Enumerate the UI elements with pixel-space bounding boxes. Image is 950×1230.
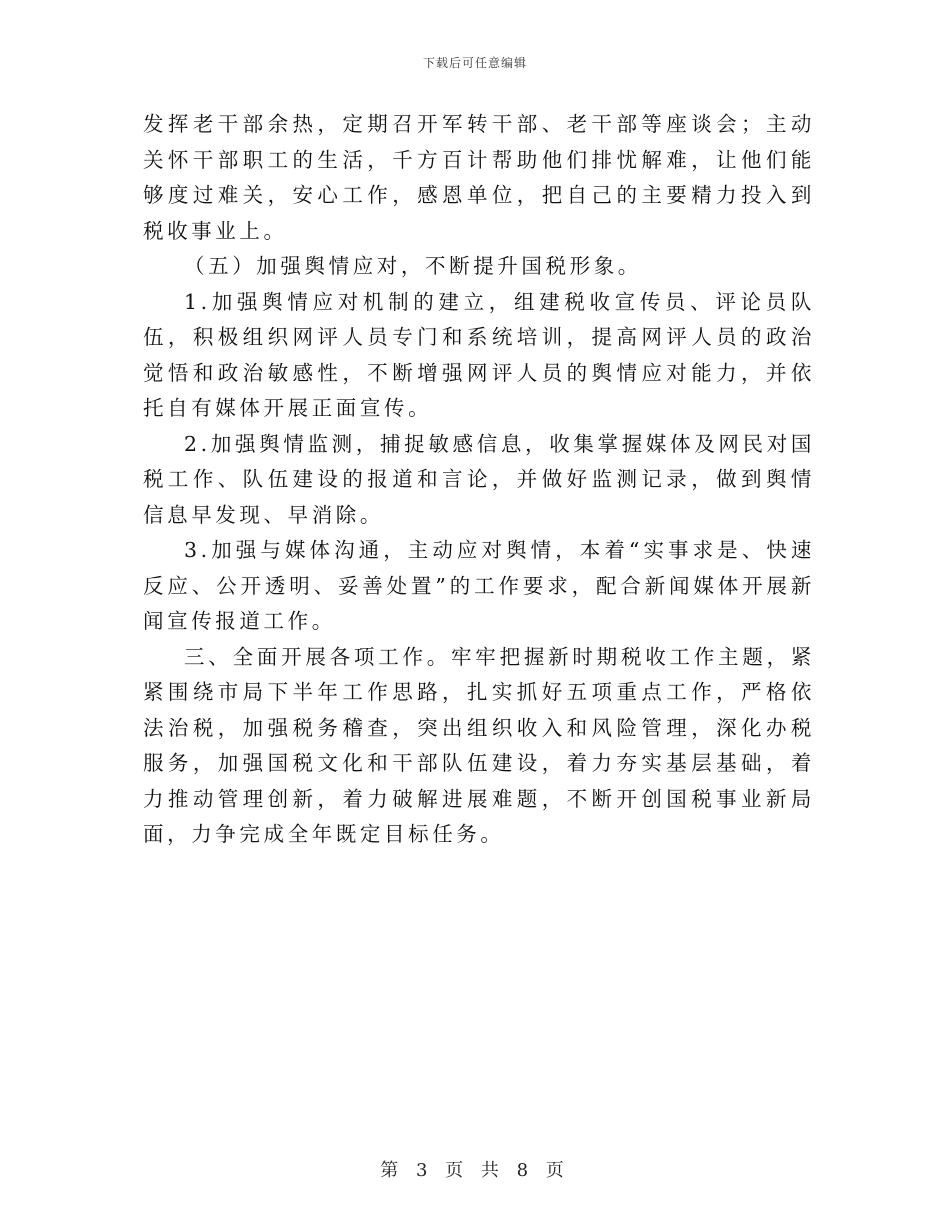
list-item-media-communication: 3.加强与媒体沟通，主动应对舆情，本着“实事求是、快速反应、公开透明、妥善处置”的工作要求，配合新闻媒体开展新闻宣传报道工作。 (143, 538, 815, 633)
header-edit-note: 下载后可任意编辑 (422, 56, 527, 70)
section-heading-public-opinion: （五）加强舆情应对，不断提升国税形象。 (184, 254, 642, 278)
paragraph-cadre-care: 发挥老干部余热，定期召开军转干部、老干部等座谈会；主动关怀干部职工的生活，千方百计帮助他们排忧解难，让他们能够度过难关，安心工作，感恩单位，把自己的主要精力投入到税收事业上。 (143, 112, 815, 243)
document-body (143, 107, 815, 853)
section-heading-overall-work: 三、全面开展各项工作。牢牢把握新时期税收工作主题，紧紧围绕市局下半年工作思路，扎实抓好五项重点工作，严格依法治税，加强税务稽查，突出组织收入和风险管理，深化办税服务，加强国税文化和干部队伍建设，着力夯实基层基础，着力推动管理创新，着力破解进展难题，不断开创国税事业新局面，力争完成全年既定目标任务。 (143, 644, 815, 846)
page-number: 第 3 页 共 8 页 (380, 1160, 570, 1181)
list-item-mechanism: 1.加强舆情应对机制的建立，组建税收宣传员、评论员队伍，积极组织网评人员专门和系统培训，提高网评人员的政治觉悟和政治敏感性，不断增强网评人员的舆情应对能力，并依托自有媒体开展正面宣传。 (143, 289, 815, 420)
list-item-monitoring: 2.加强舆情监测，捕捉敏感信息，收集掌握媒体及网民对国税工作、队伍建设的报道和言论，并做好监测记录，做到舆情信息早发现、早消除。 (143, 431, 815, 527)
